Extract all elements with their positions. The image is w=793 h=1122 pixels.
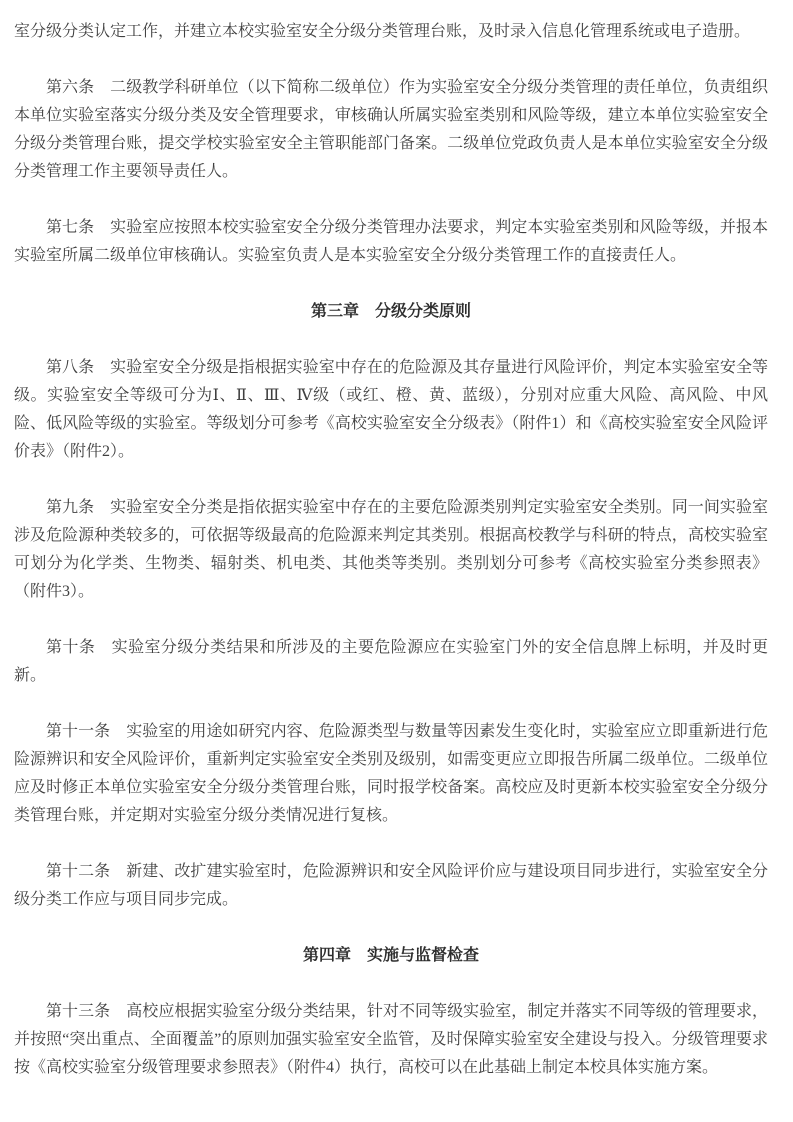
paragraph: 第十条 实验室分级分类结果和所涉及的主要危险源应在实验室门外的安全信息牌上标明，并及时更新。 [14, 639, 768, 684]
paragraph: 室分级分类认定工作，并建立本校实验室安全分级分类管理台账，及时录入信息化管理系统或电子造册。 [14, 23, 751, 40]
chapter-heading: 第三章 分级分类原则 [310, 303, 471, 320]
paragraph: 第八条 实验室安全分级是指根据实验室中存在的危险源及其存量进行风险评价，判定本实验室安全等级。实验室安全等级可分为Ⅰ、Ⅱ、Ⅲ、Ⅳ级（或红、橙、黄、蓝级），分别对应重大风险、高风险、中风险、低风险等级的实验室。等级划分可参考《高校实验室安全分级表》（附件1）和《高校实验室安全风险评价表》（附件2）。 [14, 359, 768, 460]
paragraph: 第七条 实验室应按照本校实验室安全分级分类管理办法要求，判定本实验室类别和风险等级，并报本实验室所属二级单位审核确认。实验室负责人是本实验室安全分级分类管理工作的直接责任人。 [14, 219, 768, 264]
paragraph: 第九条 实验室安全分类是指依据实验室中存在的主要危险源类别判定实验室安全类别。同一间实验室涉及危险源种类较多的，可依据等级最高的危险源来判定其类别。根据高校教学与科研的特点，高校实验室可划分为化学类、生物类、辐射类、机电类、其他类等类别。类别划分可参考《高校实验室分类参照表》（附件3）。 [14, 499, 768, 600]
paragraph: 第十一条 实验室的用途如研究内容、危险源类型与数量等因素发生变化时，实验室应立即重新进行危险源辨识和安全风险评价，重新判定实验室安全类别及级别，如需变更应立即报告所属二级单位。二级单位应及时修正本单位实验室安全分级分类管理台账，同时报学校备案。高校应及时更新本校实验室安全分级分类管理台账，并定期对实验室分级分类情况进行复核。 [14, 723, 768, 824]
paragraph: 第十二条 新建、改扩建实验室时，危险源辨识和安全风险评价应与建设项目同步进行，实验室安全分级分类工作应与项目同步完成。 [14, 863, 768, 908]
paragraph: 第十三条 高校应根据实验室分级分类结果，针对不同等级实验室，制定并落实不同等级的管理要求，并按照“突出重点、全面覆盖”的原则加强实验室安全监管，及时保障实验室安全建设与投入。分级管理要求按《高校实验室分级管理要求参照表》（附件4）执行，高校可以在此基础上制定本校具体实施方案。 [14, 1003, 768, 1076]
paragraph: 第六条 二级教学科研单位（以下简称二级单位）作为实验室安全分级分类管理的责任单位，负责组织本单位实验室落实分级分类及安全管理要求，审核确认所属实验室类别和风险等级，建立本单位实验室安全分级分类管理台账，提交学校实验室安全主管职能部门备案。二级单位党政负责人是本单位实验室安全分级分类管理工作主要领导责任人。 [14, 79, 768, 180]
chapter-heading: 第四章 实施与监督检查 [302, 947, 479, 964]
document-body [14, 18, 768, 1082]
